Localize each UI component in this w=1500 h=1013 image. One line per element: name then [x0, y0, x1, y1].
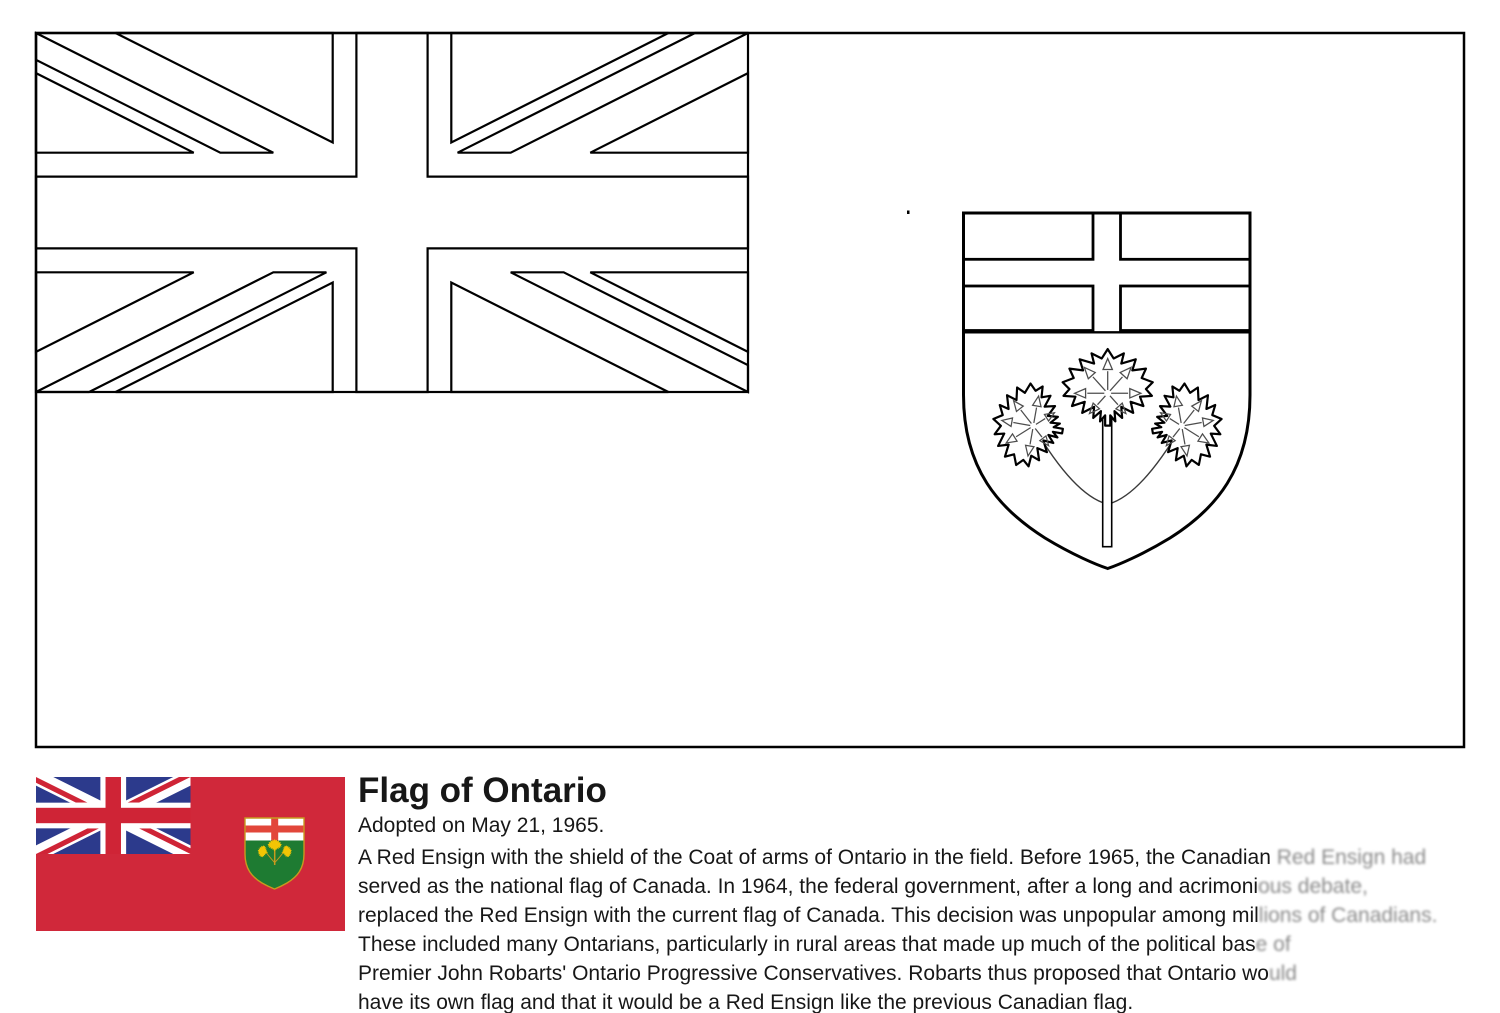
ontario-flag-coloring-outline	[36, 33, 1464, 747]
diagonal-stripe	[36, 272, 326, 392]
maple-leaf-center	[1063, 349, 1153, 426]
field-triangle	[590, 272, 748, 352]
chief-box	[964, 213, 1094, 259]
flag-info-block	[358, 772, 1437, 1013]
description-line: A Red Ensign with the shield of the Coat of arms of Ontario in the field. Before 1965, the Canadian Red Ensign had	[358, 846, 1427, 869]
diagonal-stripe	[36, 33, 273, 153]
field-triangle	[451, 283, 668, 393]
description-line: Premier John Robarts' Ontario Progressive Conservatives. Robarts thus proposed that Ontario would	[358, 962, 1297, 985]
ontario-shield-outline	[964, 213, 1251, 569]
field-triangle	[116, 283, 333, 393]
smudged-text: Red Ensign had	[1270, 846, 1427, 869]
field-triangle	[36, 73, 194, 153]
field-triangle	[451, 33, 668, 143]
shield-cross-red	[271, 818, 278, 841]
union-jack-outline	[36, 33, 748, 392]
field-triangle	[36, 272, 194, 352]
diagonal-stripe	[458, 33, 748, 153]
field-triangle	[116, 33, 333, 143]
red-cross	[36, 808, 191, 823]
adopted-date: Adopted on May 21, 1965.	[358, 814, 605, 837]
maple-leaf-left	[986, 378, 1069, 472]
smudged-text: uld	[1268, 962, 1297, 985]
diagonal-stripe	[511, 272, 748, 392]
chief-box	[1121, 213, 1251, 259]
field-triangle	[590, 73, 748, 153]
chief-box	[964, 286, 1094, 331]
flag-description	[358, 843, 1437, 1013]
smudged-text: e of	[1255, 933, 1291, 956]
maple-leaf-right	[1145, 378, 1228, 472]
description-line: replaced the Red Ensign with the current flag of Canada. This decision was unpopular among millions of Canadians.	[358, 904, 1438, 927]
union-jack-canton	[36, 777, 191, 854]
chief-box	[1121, 286, 1251, 331]
description-line: have its own flag and that it would be a Red Ensign like the previous Canadian flag.	[358, 991, 1134, 1013]
description-line: These included many Ontarians, particularly in rural areas that made up much of the political base of	[358, 933, 1291, 956]
color-flag-thumbnail	[36, 777, 345, 931]
description-line: served as the national flag of Canada. In 1964, the federal government, after a long and acrimonious debate,	[358, 875, 1368, 898]
smudged-text: lions of Canadians.	[1258, 904, 1438, 927]
ink-dot-artifact	[907, 211, 910, 215]
smudged-text: ous debate,	[1258, 875, 1368, 898]
page-title: Flag of Ontario	[358, 771, 607, 810]
shield-chief-cross	[964, 213, 1251, 332]
